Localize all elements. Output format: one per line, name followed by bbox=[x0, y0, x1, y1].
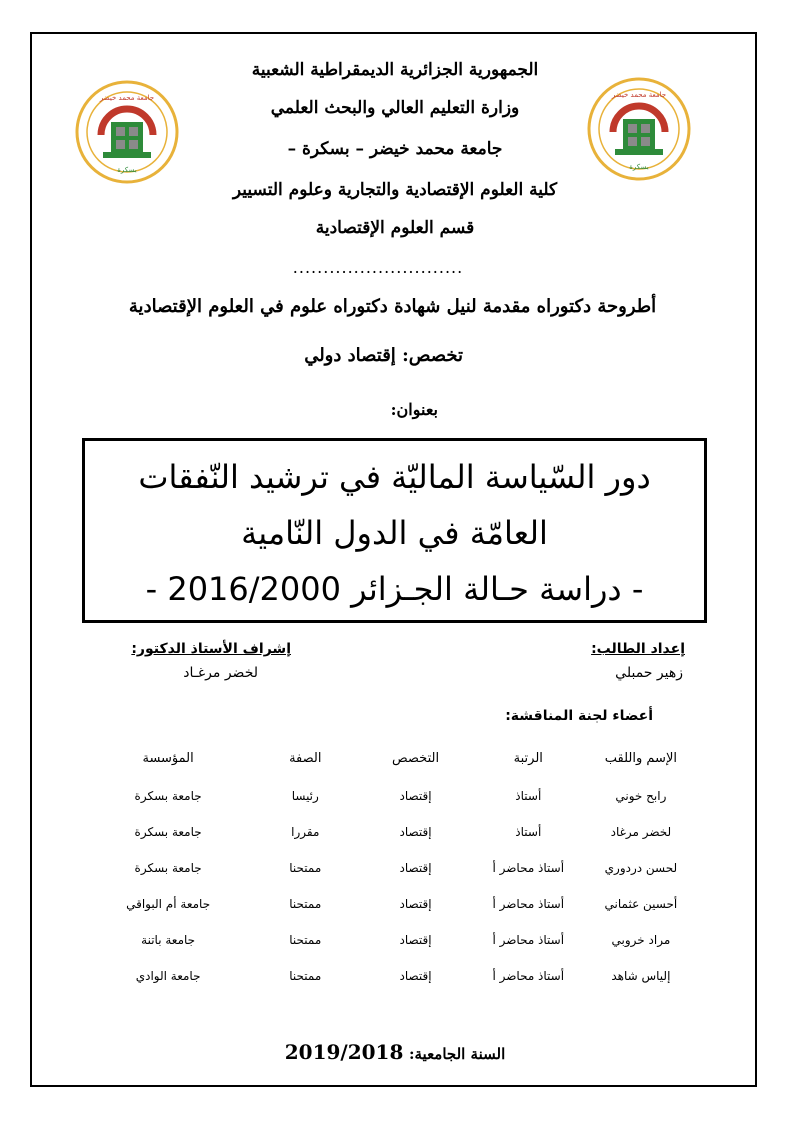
logo-bottom-text: بسكرة bbox=[117, 166, 137, 174]
academic-year-label: السنة الجامعية: bbox=[408, 1045, 506, 1063]
thesis-type: أطروحة دكتوراه مقدمة لنيل شهادة دكتوراه علوم في العلوم الإقتصادية bbox=[128, 296, 657, 317]
table-cell: جامعة أم البواقي bbox=[126, 897, 211, 911]
table-row bbox=[86, 958, 696, 994]
table-cell: أحسين عثماني bbox=[604, 897, 678, 911]
thesis-specialty: تخصص: إقتصاد دولي bbox=[304, 345, 463, 366]
thesis-title-box bbox=[82, 438, 707, 623]
column-header: التخصص bbox=[391, 750, 440, 766]
table-cell: ممتحنا bbox=[289, 969, 322, 983]
academic-year-value: 2019/2018 bbox=[284, 1040, 404, 1064]
table-cell: جامعة الوادي bbox=[135, 969, 201, 983]
logo-arc-text: جامعة محمد خيضر bbox=[99, 94, 155, 102]
table-cell: ممتحنا bbox=[289, 933, 322, 947]
column-header: الرتبة bbox=[513, 750, 543, 766]
student-name: زهير حمبلي bbox=[615, 665, 683, 681]
table-cell: ممتحنا bbox=[289, 897, 322, 911]
table-cell: جامعة بسكرة bbox=[134, 861, 202, 875]
supervisor-name: لخضر مرغـاد bbox=[183, 665, 258, 681]
table-cell: رئيسا bbox=[291, 789, 319, 803]
table-row bbox=[86, 886, 696, 922]
table-cell: جامعة باتنة bbox=[141, 933, 196, 947]
supervisor-label: إشراف الأستاذ الدكتور: bbox=[131, 641, 291, 657]
table-cell: لحسن دردوري bbox=[604, 861, 678, 875]
table-cell: أستاذ محاضر أ bbox=[492, 861, 565, 875]
academic-year bbox=[200, 1040, 590, 1064]
header-faculty: كلية العلوم الإقتصادية والتجارية وعلوم التسيير bbox=[232, 180, 558, 200]
table-row bbox=[86, 850, 696, 886]
table-cell: إقتصاد bbox=[399, 969, 432, 983]
table-cell: مراد خروبي bbox=[611, 933, 671, 947]
table-cell: إقتصاد bbox=[399, 933, 432, 947]
committee-table bbox=[86, 738, 696, 994]
student-label: إعداد الطالب: bbox=[591, 641, 685, 657]
table-row bbox=[86, 922, 696, 958]
header-republic: الجمهورية الجزائرية الديمقراطية الشعبية bbox=[251, 60, 539, 80]
table-cell: إلياس شاهد bbox=[611, 969, 671, 983]
table-cell: أستاذ bbox=[515, 825, 542, 839]
table-cell: أستاذ محاضر أ bbox=[492, 969, 565, 983]
column-header: الصفة bbox=[289, 750, 322, 766]
table-cell: أستاذ bbox=[515, 789, 542, 803]
logo-arc-text: جامعة محمد خيضر bbox=[611, 91, 667, 99]
table-cell: أستاذ محاضر أ bbox=[492, 933, 565, 947]
table-cell: أستاذ محاضر أ bbox=[492, 897, 565, 911]
table-cell: إقتصاد bbox=[399, 789, 432, 803]
table-cell: مقررا bbox=[291, 825, 320, 839]
thesis-title-line-3: - دراسة حـالة الجـزائر 2016/2000 - bbox=[145, 570, 644, 608]
table-cell: رابح خوني bbox=[615, 789, 667, 803]
table-cell: جامعة بسكرة bbox=[134, 789, 202, 803]
table-row bbox=[86, 814, 696, 850]
university-logo-right bbox=[587, 77, 691, 181]
table-cell: ممتحنا bbox=[289, 861, 322, 875]
header-department: قسم العلوم الإقتصادية bbox=[315, 218, 475, 238]
thesis-title-label: بعنوان: bbox=[390, 400, 438, 419]
table-cell: جامعة بسكرة bbox=[134, 825, 202, 839]
column-header: المؤسسة bbox=[142, 750, 194, 766]
table-cell: إقتصاد bbox=[399, 825, 432, 839]
committee-label: أعضاء لجنة المناقشة: bbox=[505, 708, 653, 724]
table-row bbox=[86, 778, 696, 814]
header-university: جامعة محمد خيضر – بسكرة – bbox=[287, 139, 503, 159]
table-header-row bbox=[86, 738, 696, 778]
table-cell: إقتصاد bbox=[399, 897, 432, 911]
table-cell: لخضر مرغاد bbox=[610, 825, 672, 839]
header-ministry: وزارة التعليم العالي والبحث العلمي bbox=[270, 98, 520, 118]
table-cell: إقتصاد bbox=[399, 861, 432, 875]
thesis-title-line-2: العامّة في الدول النّامية bbox=[241, 514, 548, 552]
thesis-title-line-1: دور السّياسة الماليّة في ترشيد النّفقات bbox=[138, 458, 651, 496]
dotted-separator: ............................ bbox=[292, 258, 464, 277]
university-logo-left bbox=[75, 80, 179, 184]
column-header: الإسم واللقب bbox=[604, 750, 677, 766]
logo-bottom-text: بسكرة bbox=[629, 163, 649, 171]
